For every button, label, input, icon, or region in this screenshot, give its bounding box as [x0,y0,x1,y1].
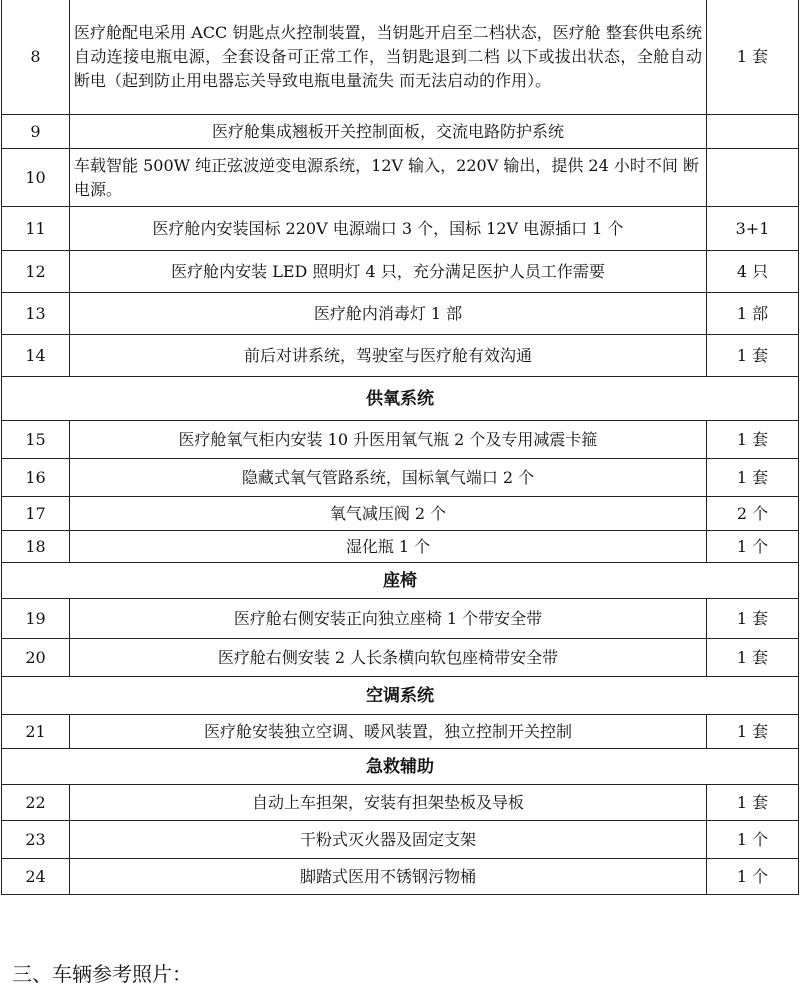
table-row [2,821,799,859]
item-description: 脚踏式医用不锈钢污物桶 [70,859,707,895]
item-number: 15 [2,421,70,459]
item-number: 24 [2,859,70,895]
item-description: 前后对讲系统，驾驶室与医疗舱有效沟通 [70,335,707,377]
item-description: 车载智能 500W 纯正弦波逆变电源系统，12V 输入，220V 输出，提供 24 小时不间 断电源。 [70,149,707,207]
item-description: 医疗舱配电采用 ACC 钥匙点火控制装置，当钥匙开启至二档状态，医疗舱 整套供电系统自动连接电瓶电源，全套设备可正常工作，当钥匙退到二档 以下或拔出状态，全舱自动断电（起到防止用电器忘关导致电瓶电量流失 而无法启动的作用）。 [70,0,707,115]
table-row [2,207,799,251]
section-heading-vehicle-photos: 三、车辆参考照片： [12,962,192,986]
section-title: 座椅 [2,563,799,599]
table-row [2,421,799,459]
item-quantity: 1 个 [707,821,799,859]
section-title: 急救辅助 [2,749,799,785]
section-title: 供氧系统 [2,377,799,421]
item-quantity: 1 个 [707,531,799,563]
table-row [2,459,799,497]
item-description: 医疗舱内安装国标 220V 电源端口 3 个，国标 12V 电源插口 1 个 [70,207,707,251]
spec-table-body [2,0,799,895]
item-quantity: 1 套 [707,459,799,497]
item-quantity: 1 套 [707,785,799,821]
item-description: 医疗舱内消毒灯 1 部 [70,293,707,335]
section-header-row [2,563,799,599]
item-description: 医疗舱氧气柜内安装 10 升医用氧气瓶 2 个及专用减震卡箍 [70,421,707,459]
item-quantity: 1 个 [707,859,799,895]
table-row [2,0,799,115]
table-row [2,859,799,895]
item-description: 氧气减压阀 2 个 [70,497,707,531]
item-quantity [707,149,799,207]
item-description: 医疗舱安装独立空调、暖风装置，独立控制开关控制 [70,715,707,749]
item-quantity: 1 套 [707,715,799,749]
item-description: 医疗舱集成翘板开关控制面板，交流电路防护系统 [70,115,707,149]
item-number: 23 [2,821,70,859]
item-number: 8 [2,0,70,115]
section-header-row [2,377,799,421]
item-description: 医疗舱右侧安装 2 人长条横向软包座椅带安全带 [70,639,707,677]
table-row [2,293,799,335]
section-title: 空调系统 [2,677,799,715]
item-number: 13 [2,293,70,335]
table-row [2,639,799,677]
item-quantity: 3+1 [707,207,799,251]
table-row [2,251,799,293]
item-description: 医疗舱右侧安装正向独立座椅 1 个带安全带 [70,599,707,639]
item-description: 湿化瓶 1 个 [70,531,707,563]
item-number: 19 [2,599,70,639]
item-quantity [707,115,799,149]
item-quantity: 1 套 [707,0,799,115]
item-quantity: 1 套 [707,599,799,639]
item-description: 隐藏式氧气管路系统，国标氧气端口 2 个 [70,459,707,497]
item-quantity: 2 个 [707,497,799,531]
item-number: 18 [2,531,70,563]
table-row [2,599,799,639]
item-number: 16 [2,459,70,497]
item-description: 干粉式灭火器及固定支架 [70,821,707,859]
item-quantity: 1 部 [707,293,799,335]
table-row [2,497,799,531]
item-number: 22 [2,785,70,821]
section-header-row [2,677,799,715]
item-number: 20 [2,639,70,677]
item-number: 9 [2,115,70,149]
item-description: 医疗舱内安装 LED 照明灯 4 只，充分满足医护人员工作需要 [70,251,707,293]
item-description: 自动上车担架，安装有担架垫板及导板 [70,785,707,821]
item-quantity: 1 套 [707,335,799,377]
item-number: 10 [2,149,70,207]
table-row [2,715,799,749]
section-header-row [2,749,799,785]
table-row [2,335,799,377]
table-row [2,115,799,149]
item-number: 12 [2,251,70,293]
item-number: 17 [2,497,70,531]
item-number: 14 [2,335,70,377]
item-number: 11 [2,207,70,251]
item-quantity: 1 套 [707,639,799,677]
table-row [2,531,799,563]
table-row [2,149,799,207]
item-number: 21 [2,715,70,749]
item-quantity: 1 套 [707,421,799,459]
equipment-spec-table [1,0,799,895]
item-quantity: 4 只 [707,251,799,293]
table-row [2,785,799,821]
